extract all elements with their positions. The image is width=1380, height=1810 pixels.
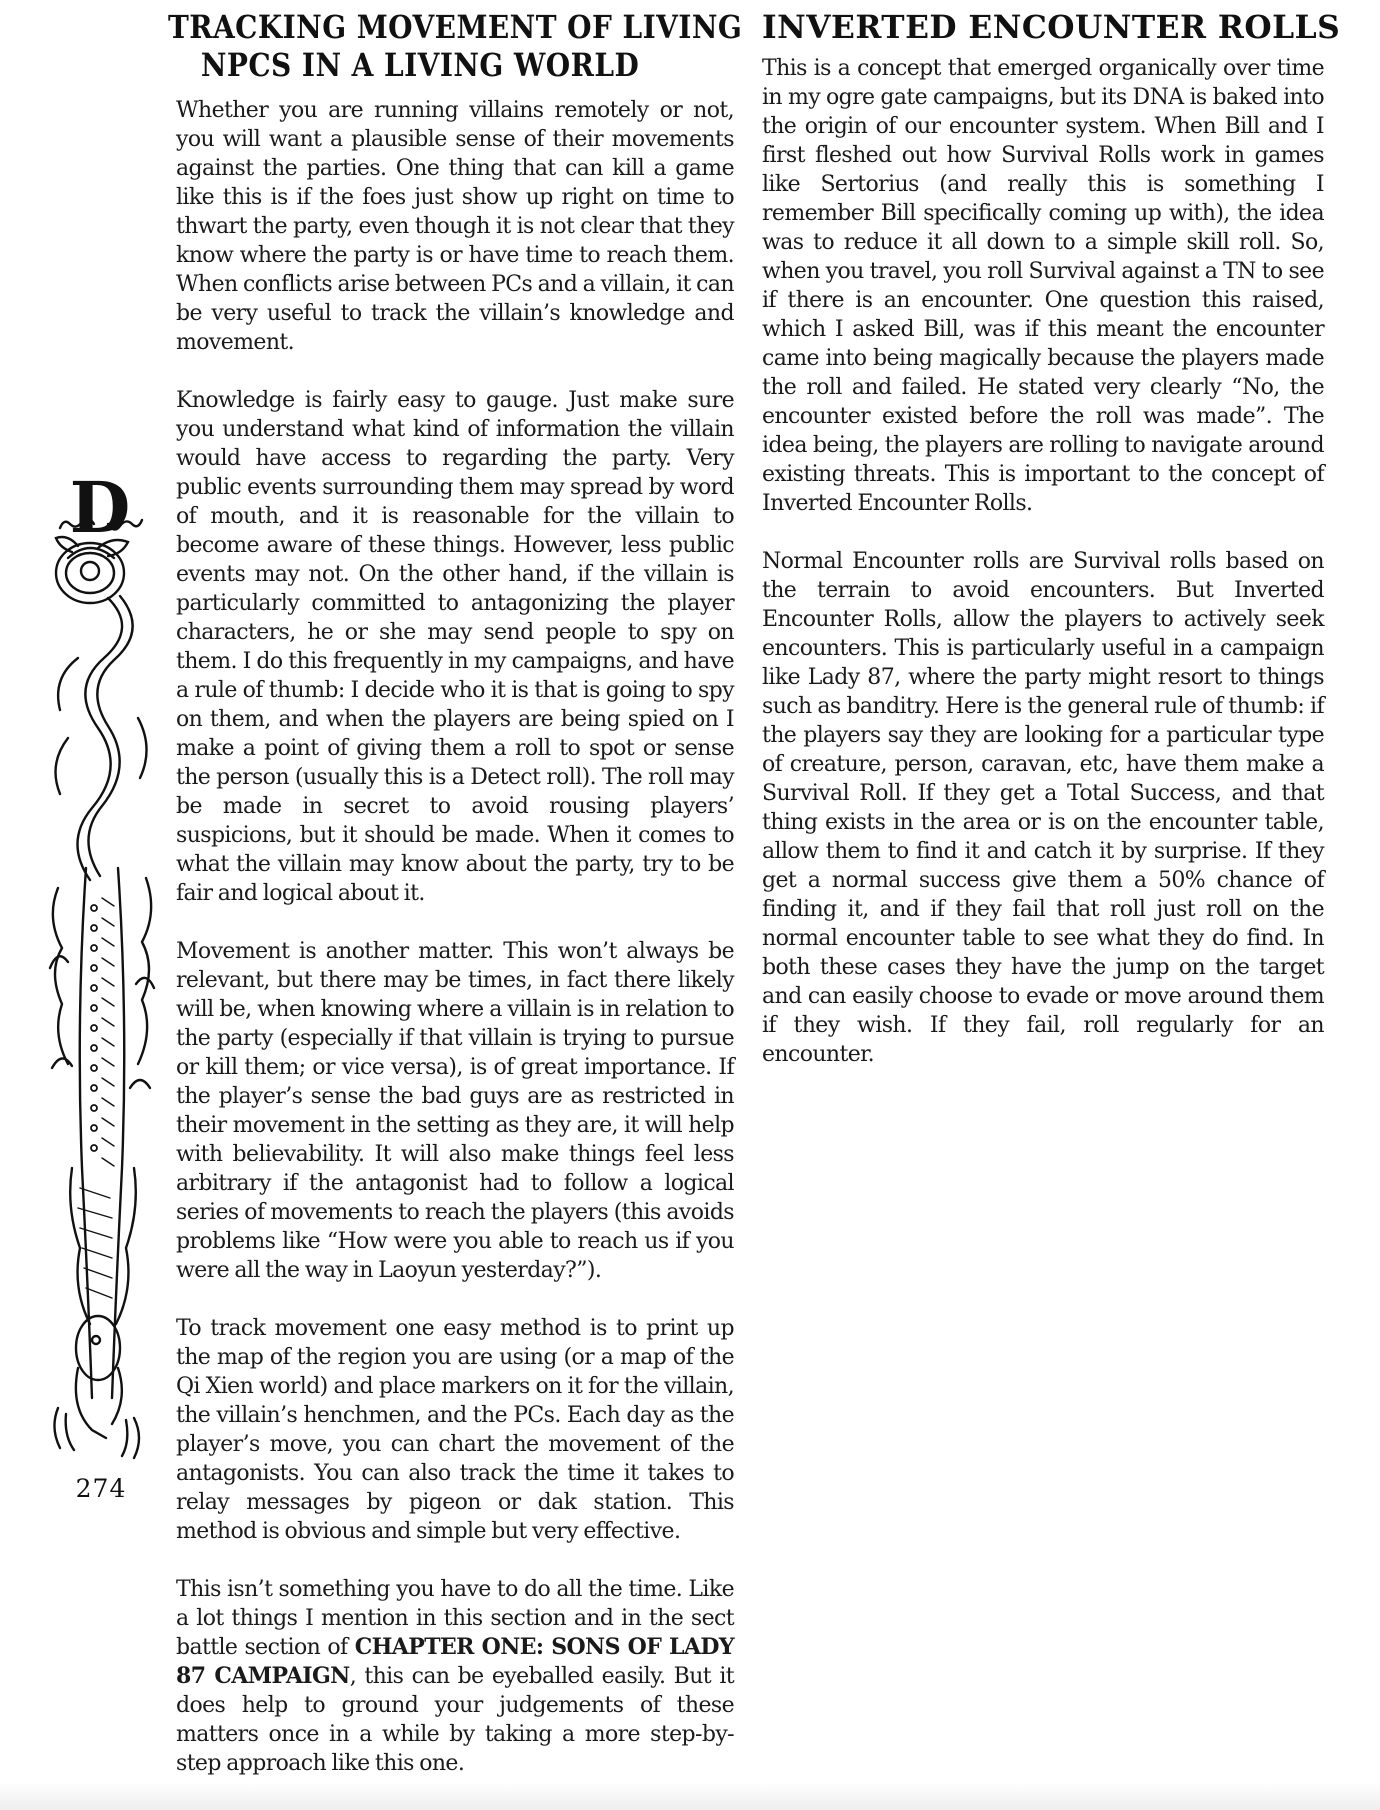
chapter-letter: D xyxy=(69,466,131,549)
section-heading-inverted-encounter: INVERTED ENCOUNTER ROLLS xyxy=(762,8,1341,46)
heading-line-1: TRACKING MOVEMENT OF LIVING xyxy=(168,8,743,46)
paragraph-movement: Movement is another matter. This won’t always be relevant, but there may be times, in fact there likely will be, when knowing where a villain is in relation to the party (especially if that villain is trying to pursue or kill them; or vice versa), is of great importance. If the player’s sense the bad guys are as restricted in their movement in the setting as they are, it will help with believability. It will also make things feel less arbitrary if the antagonist had to follow a logical series of movements to reach the players (this avoids problems like “How were you able to reach us if you were all the way in Laoyun yesterday?”). xyxy=(176,939,734,1283)
page-number: 274 xyxy=(75,1474,127,1503)
page-edge-shadow xyxy=(0,1782,1380,1810)
section-heading-tracking-movement xyxy=(168,8,743,84)
serpent-dragon-ornament-icon xyxy=(38,468,164,1478)
left-column xyxy=(168,8,743,1807)
paragraph-track-movement: To track movement one easy method is to print up the map of the region you are using (or a map of the Qi Xien world) and place markers on it for the villain, the villain’s henchmen, and the PCs. Each day as the player’s move, you can chart the movement of the antagonists. You can also track the time it takes to relay messages by pigeon or dak station. This method is obvious and simple but very effective. xyxy=(176,1316,734,1544)
paragraph-text-before: This isn’t something you have to do all the time. Like a lot things I mention in this section and in the sect battle section of xyxy=(176,1577,734,1660)
paragraph-concept-origin: This is a concept that emerged organically over time in my ogre gate campaigns, but its DNA is baked into the origin of our encounter system. When Bill and I first fleshed out how Survival Rolls work in games like Sertorius (and really this is something I remember Bill specifically coming up with), the idea was to reduce it all down to a simple skill roll. So, when you travel, you roll Survival against a TN to see if there is an encounter. One question this raised, which I asked Bill, was if this meant the encounter came into being magically because the players made the roll and failed. He stated very clearly “No, the encounter existed before the roll was made”. The idea being, the players are rolling to navigate around existing threats. This is important to the concept of Inverted Encounter Rolls. xyxy=(762,56,1324,516)
heading-line-2: NPCS IN A LIVING WORLD xyxy=(200,46,640,84)
paragraph-text-after: , this can be eyeballed easily. But it does help to ground your judgements of these matters once in a while by taking a more step-by-step approach like this one. xyxy=(176,1664,734,1776)
chapter-reference: CHAPTER ONE: SONS OF LADY 87 CAMPAIGN xyxy=(176,1634,734,1689)
paragraph-normal-encounter-rolls: Normal Encounter rolls are Survival rolls based on the terrain to avoid encounters. But Inverted Encounter Rolls, allow the players to actively seek encounters. This is particularly useful in a campaign like Lady 87, where the party might resort to things such as banditry. Here is the general rule of thumb: if the players say they are looking for a particular type of creature, person, caravan, etc, have them make a Survival Roll. If they get a Total Success, and that thing exists in the area or is on the encounter table, allow them to find it and catch it by surprise. If they get a normal success give them a 50% chance of finding it, and if they fail that roll just roll on the normal encounter table to see what they do find. In both these cases they have the jump on the target and can easily choose to evade or move around them if they wish. If they fail, roll regularly for an encounter. xyxy=(762,549,1324,1067)
paragraph-running-villains: Whether you are running villains remotely or not, you will want a plausible sense of their movements against the parties. One thing that can kill a game like this is if the foes just show up right on time to thwart the party, even though it is not clear that they know where the party is or have time to reach them. When conflicts arise between PCs and a villain, it can be very useful to track the villain’s knowledge and movement. xyxy=(176,98,734,355)
paragraph-not-all-the-time xyxy=(176,1575,734,1778)
paragraph-knowledge: Knowledge is fairly easy to gauge. Just make sure you understand what kind of information the villain would have access to regarding the party. Very public events surrounding them may spread by word of mouth, and it is reasonable for the villain to become aware of these things. However, less public events may not. On the other hand, if the villain is particularly committed to antagonizing the player characters, he or she may send people to spy on them. I do this frequently in my campaigns, and have a rule of thumb: I decide who it is that is going to spy on them, and when the players are being spied on I make a point of giving them a roll to spot or sense the person (usually this is a Detect roll). The roll may be made in secret to avoid rousing players’ suspicions, but it should be made. When it comes to what the villain may know about the party, try to be fair and logical about it. xyxy=(176,388,734,906)
right-column xyxy=(762,8,1341,1098)
